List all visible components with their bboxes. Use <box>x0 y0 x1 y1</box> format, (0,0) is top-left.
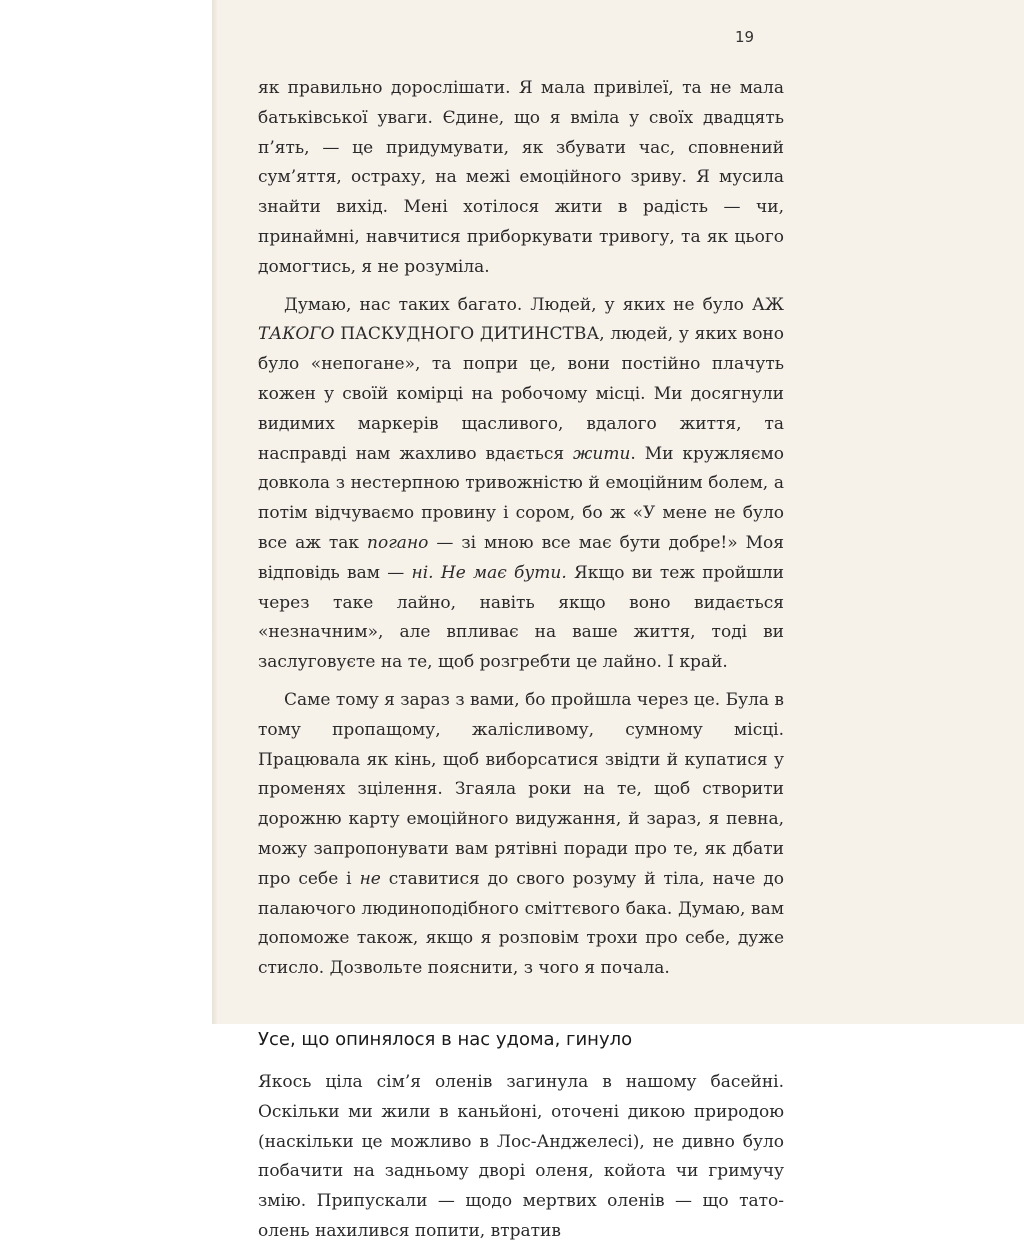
page-gutter-edge <box>212 0 218 1024</box>
paragraph: Думаю, нас таких багато. Людей, у яких не було АЖ ТАКОГО ПАСКУДНОГО ДИТИНСТВА, людей, у яких воно було «непогане», та попри це, вони постійно плачуть кожен у своїй комірці на робочому місці. Ми досягнули видимих маркерів щасливого, вдалого життя, та насправді нам жахливо вдається жити. Ми кружляємо довкола з нестерпною тривожністю й емоційним болем, а потім відчуваємо провину і сором, бо ж «У мене не було все аж так погано — зі мною все має бути добре!» Моя відповідь вам — ні. Не має бути. Якщо ви теж пройшли через таке лайно, навіть якщо воно видається «незначним», але впливає на ваше життя, тоді ви заслуговуєте на те, щоб розгребти це лайно. І край. <box>258 294 785 673</box>
page-number: 19 <box>735 28 755 46</box>
italic-text: ТАКОГО <box>258 324 335 345</box>
paragraph: як правильно дорослішати. Я мала привілеї, та не мала батьківської уваги. Єдине, що я вміла у своїх двадцять п’ять, — це придумувати, як збувати час, сповнений сум’яття, остраху, на межі емоційного зриву. Я мусила знайти вихід. Мені хотілося жити в радість — чи, принаймні, навчитися приборкувати тривогу, та як цього домогтись, я не розуміла. <box>258 78 784 277</box>
body-text <box>258 74 784 1247</box>
italic-text: не <box>359 868 381 889</box>
section-heading: Усе, що опинялося в нас удома, гинуло <box>258 1028 633 1050</box>
paragraph: Якось ціла сім’я оленів загинула в нашому басейні. Оскільки ми жили в каньйоні, оточені дикою природою (наскільки це можливо в Лос-Анджелесі), не дивно було побачити на задньому дворі оленя, койота чи гримучу змію. Припускали — щодо мертвих оленів — що тато-олень нахилився попити, втратив <box>258 1071 784 1241</box>
italic-text: жити <box>573 443 631 464</box>
paragraph: Саме тому я зараз з вами, бо пройшла через це. Була в тому пропащому, жалісливому, сумному місці. Працювала як кінь, щоб виборсатися звідти й купатися у променях зцілення. Згаяла роки на те, щоб створити дорожню карту емоційного видужання, й зараз, я певна, можу запропонувати вам рятівні поради про те, як дбати про себе і не ставитися до свого розуму й тіла, наче до палаючого людиноподібного сміттєвого бака. Думаю, вам допоможе також, якщо я розповім трохи про себе, дуже стисло. Дозвольте пояснити, з чого я почала. <box>258 689 784 979</box>
italic-text: ні. Не має бути. <box>411 562 567 583</box>
italic-text: погано <box>367 532 429 553</box>
